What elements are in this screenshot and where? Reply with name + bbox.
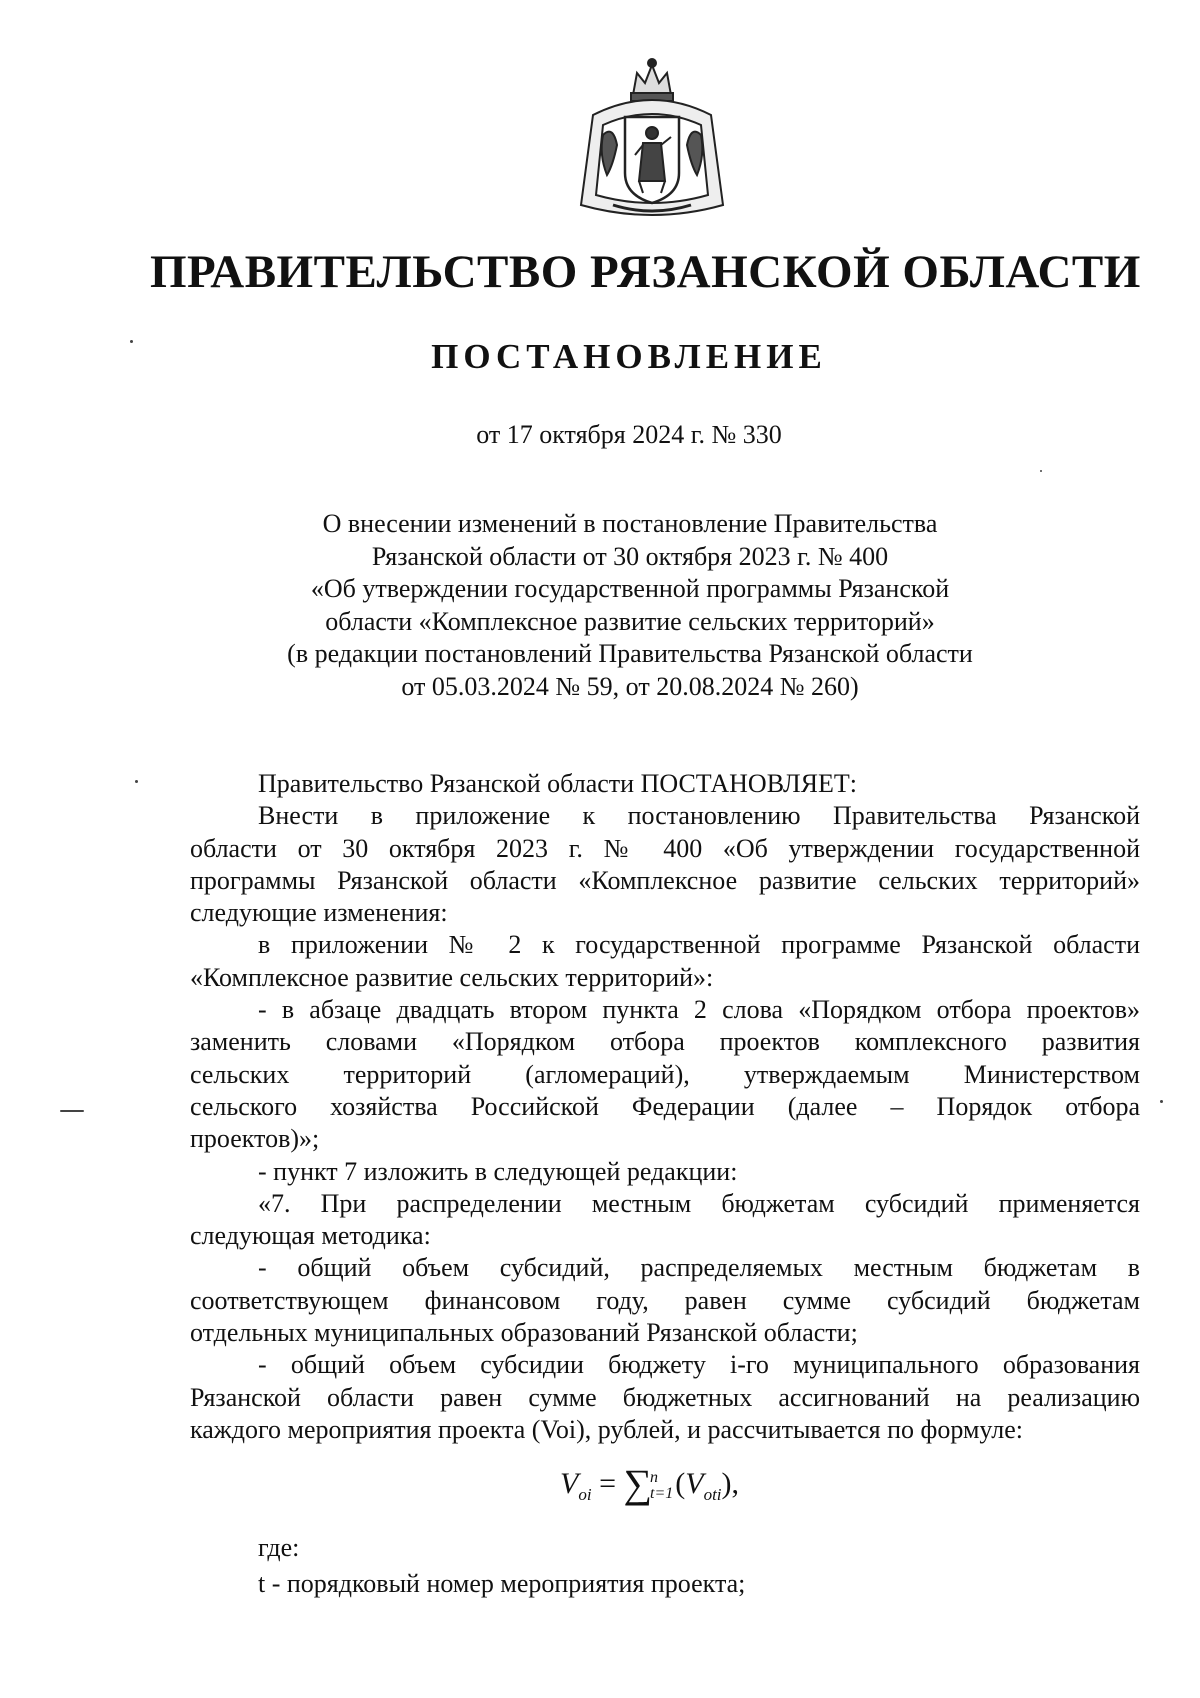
document-subject xyxy=(230,508,1030,703)
sum-lower-limit: t=1 xyxy=(650,1485,674,1503)
body-line: Правительство Рязанской области ПОСТАНОВЛЯЕТ: xyxy=(258,769,858,798)
document-date-number: от 17 октября 2024 г. № 330 xyxy=(476,420,782,449)
formula-trailing: , xyxy=(731,1467,740,1500)
formula-lhs: V xyxy=(560,1467,579,1500)
document-tail xyxy=(190,1530,1140,1602)
body-line: «Комплексное развитие сельских территорий»: xyxy=(190,962,714,992)
sum-symbol: ∑ xyxy=(623,1461,652,1506)
document-type-heading: ПОСТАНОВЛЕНИЕ xyxy=(431,337,827,376)
scan-speck xyxy=(1160,1100,1163,1103)
body-line: сельского хозяйства Российской Федерации (далее – Порядок отбора xyxy=(190,1091,1140,1121)
body-line: Рязанской области равен сумме бюджетных ассигнований на реализацию xyxy=(190,1382,1140,1412)
body-line: в приложении № 2 к государственной программе Рязанской области xyxy=(258,930,1140,960)
government-title: ПРАВИТЕЛЬСТВО РЯЗАНСКОЙ ОБЛАСТИ xyxy=(150,246,1141,298)
scan-speck xyxy=(135,780,138,783)
subject-line: области «Комплексное развитие сельских территорий» xyxy=(325,606,935,636)
body-line: Внести в приложение к постановлению Правительства Рязанской xyxy=(258,801,1140,831)
formula-equals: = xyxy=(599,1467,616,1500)
body-line: области от 30 октября 2023 г. № 400 «Об утверждении государственной xyxy=(190,833,1140,863)
scan-speck xyxy=(130,340,133,343)
body-line: - пункт 7 изложить в следующей редакции: xyxy=(258,1156,738,1186)
body-line: проектов)»; xyxy=(190,1124,320,1154)
body-line: каждого мероприятия проекта (Voi), рублей, и рассчитывается по формуле: xyxy=(190,1414,1024,1444)
ryazan-coat-of-arms-icon xyxy=(573,55,731,225)
tail-line: где: xyxy=(258,1533,300,1562)
body-line: - общий объем субсидии бюджету i-го муниципального образования xyxy=(258,1350,1140,1380)
tail-line: t - порядковый номер мероприятия проекта; xyxy=(258,1569,746,1598)
subject-line: Рязанской области от 30 октября 2023 г. № 400 xyxy=(371,541,889,571)
document-body xyxy=(190,768,1140,1446)
subject-line: (в редакции постановлений Правительства Рязанской области xyxy=(287,639,973,668)
formula-lhs-subscript: oi xyxy=(578,1485,592,1504)
scan-speck xyxy=(60,1110,84,1112)
formula-term-subscript: oti xyxy=(703,1485,722,1504)
body-line: следующая методика: xyxy=(190,1221,431,1251)
body-line: отдельных муниципальных образований Рязанской области; xyxy=(190,1318,858,1348)
subject-line: О внесении изменений в постановление Правительства xyxy=(322,509,938,538)
body-line: - в абзаце двадцать втором пункта 2 слова «Порядком отбора проектов» xyxy=(258,995,1140,1025)
body-line: соответствующем финансовом году, равен сумме субсидий бюджетам xyxy=(190,1285,1140,1315)
scan-speck xyxy=(1040,470,1042,472)
subject-line: «Об утверждении государственной программы Рязанской xyxy=(310,574,950,603)
body-line: следующие изменения: xyxy=(190,898,448,928)
subsidy-formula: $V_{oi} = \sum n$ $t=1(V_{oti})$, xyxy=(560,1461,740,1506)
formula-term: V xyxy=(685,1467,704,1500)
body-line: - общий объем субсидий, распределяемых местным бюджетам в xyxy=(258,1253,1140,1283)
body-line: «7. При распределении местным бюджетам субсидий применяется xyxy=(258,1188,1140,1218)
body-line: программы Рязанской области «Комплексное развитие сельских территорий» xyxy=(190,865,1140,895)
body-line: сельских территорий (агломераций), утверждаемым Министерством xyxy=(190,1059,1140,1089)
body-line: заменить словами «Порядком отбора проектов комплексного развития xyxy=(190,1027,1140,1057)
sum-upper-limit: n xyxy=(650,1469,658,1487)
subject-line: от 05.03.2024 № 59, от 20.08.2024 № 260) xyxy=(401,671,859,701)
